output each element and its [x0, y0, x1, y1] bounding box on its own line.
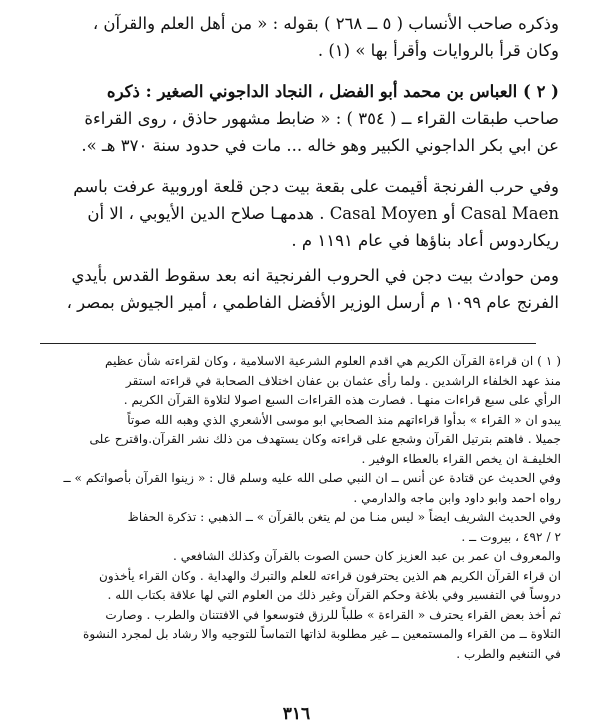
footnote-line: جميلا . فاهتم بترتيل القرآن وشجع على قراءته وكان يستهدف من ذلك نشر القرآن.واقترح على	[89, 432, 561, 446]
footnote-line: ثم أخذ بعض القراء يحترف « القراءة » طلباً للرزق فتوسعوا في الافتتنان والطرب . وصارت	[105, 607, 561, 622]
footnote-line: يبدو ان « القراء » بدأوا قراءاتهم منذ الصحابي ابو موسى الأشعري الذي وهبه الله صوتاً	[127, 412, 561, 427]
text-line: Casal Maen أو Casal Moyen . هدمهـا صلاح الدين الأيوبي ، الا أن	[87, 204, 559, 223]
footnote-line: ( ١ ) ان قراءة القرآن الكريم هي اقدم العلوم الشرعية الاسلامية ، وكان لقراءته شأن عظيم	[104, 354, 561, 368]
footnote-line: منذ عهد الخلفاء الراشدين . ولما رأى عثمان بن عفان اختلاف الصحابة في قراءته استقر	[125, 373, 561, 388]
text-line: الفرنج عام ١٠٩٩ م أرسل الوزير الأفضل الفاطمي ، أمير الجيوش بمصر ،	[66, 293, 559, 312]
footnote-line: دروساً في التفسير وفي بلاغة وحكم القرآن وغير ذلك من العلوم التي لها علاقة بكتاب الله .	[107, 588, 561, 602]
paragraph-crusader-castle	[42, 173, 559, 254]
footnote-line: وفي الحديث عن قتادة عن أنس ــ ان النبي صلى الله عليه وسلم قال : « زينوا القرآن بأصواتكم » ــ	[63, 471, 561, 485]
footnotes-section	[40, 352, 561, 664]
paragraph-gap	[42, 159, 559, 173]
paragraph-samani-quote	[42, 10, 559, 64]
text-line: عن ابي بكر الداجوني الكبير وهو خاله ... مات في حدود سنة ٣٧٠ هـ ».	[81, 136, 559, 155]
paragraph-crusader-events	[42, 262, 559, 316]
text-line: صاحب طبقات القراء ــ ( ٣٥٤ ) : « ضابط مشهور حاذق ، روى القراءة	[84, 109, 559, 128]
footnote-line: الرأي على سبع قراءات منهـا . فصارت هذه القراءات السبع اصولا لتلاوة القرآن الكريم .	[123, 393, 561, 407]
text-line: ( ٢ ) العباس بن محمد أبو الفضل ، النجاد الداجوني الصغير : ذكره	[106, 82, 559, 101]
text-line: ريكاردوس أعاد بناؤها في عام ١١٩١ م .	[291, 231, 559, 250]
paragraph-abbas-entry	[42, 78, 559, 159]
footnote-line: التلاوة ــ من القراء والمستمعين ــ غير مطلوبة لذاتها التماساً للتوجيه والا رشاد بل لمجرد النشوة	[83, 627, 561, 641]
footnote-line: الخليفـة ان يخص القراء بالعطاء الوفير .	[361, 451, 561, 466]
text-line: وذكره صاحب الأنساب ( ٥ ــ ٢٦٨ ) بقوله : « من أهل العلم والقرآن ،	[92, 14, 559, 33]
text-line: ومن حوادث بيت دجن في الحروب الفرنجية انه بعد سقوط القدس بأيدي	[71, 266, 559, 285]
footnote-line: والمعروف ان عمر بن عبد العزيز كان حسن الصوت بالقرآن وكذلك الشافعي .	[173, 549, 561, 563]
footnote-line: وفي الحديث الشريف ايضاً « ليس منـا من لم يتغن بالقرآن » ــ الذهبي : تذكرة الحفاظ	[127, 510, 561, 524]
footnote-line: ان قراء القرآن الكريم هم الذين يحترفون قراءته للعلم والتبرك والهداية . وكان القراء يأخذون	[98, 568, 561, 583]
footnote-line: رواه احمد وابو داود وابن ماجه والدارمي .	[353, 490, 561, 505]
paragraph-gap	[42, 254, 559, 262]
paragraph-gap	[42, 64, 559, 78]
text-line: وكان قرأ بالروايات وأقرأ بها » (١) .	[317, 41, 559, 60]
footnote-line: ٢ / ٤٩٢ ، بيروت ــ .	[461, 529, 561, 544]
page-number: ٣١٦	[282, 704, 311, 724]
footnote-separator	[40, 343, 536, 344]
footnote-line: في التنغيم والطرب .	[456, 646, 561, 661]
text-line: وفي حرب الفرنجة أقيمت على بقعة بيت دجن قلعة اوروبية عرفت باسم	[73, 177, 559, 196]
